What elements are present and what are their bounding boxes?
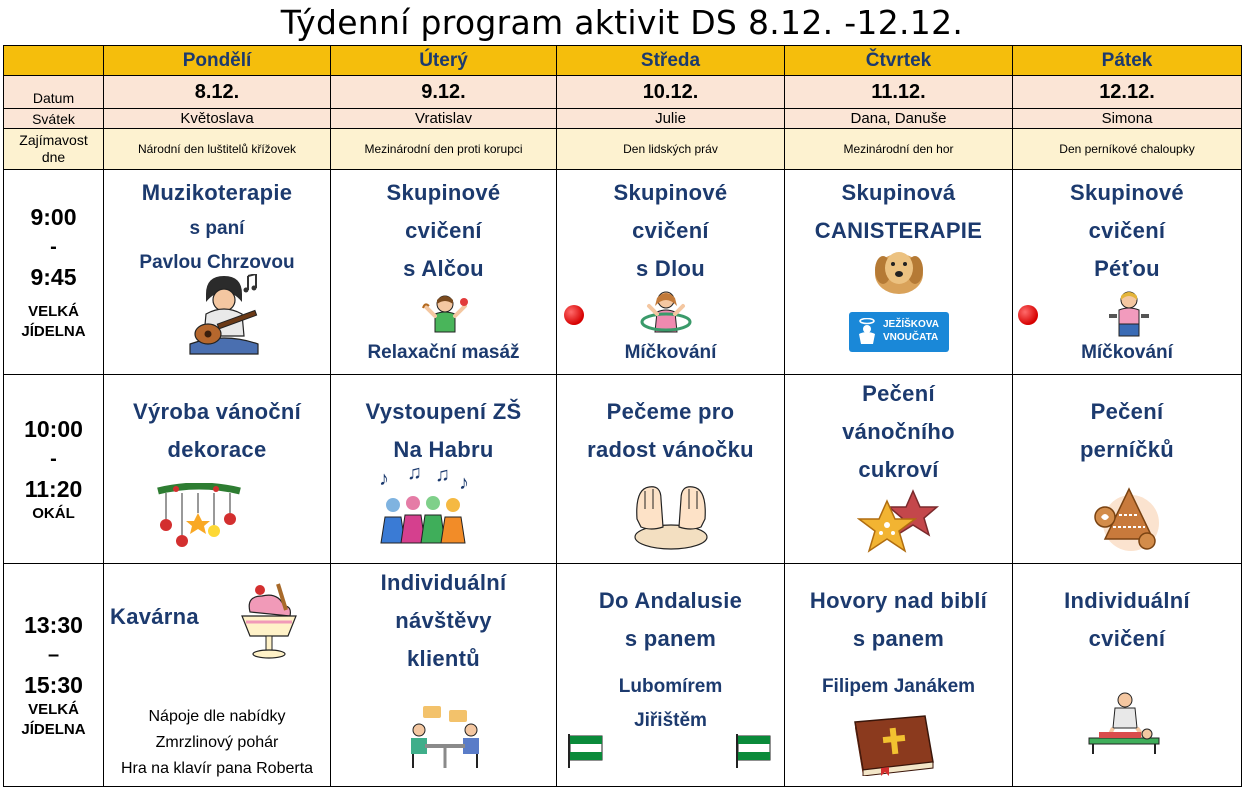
activity-title: Vystoupení ZŠ: [365, 399, 522, 424]
activity-cell: [331, 375, 557, 564]
christmas-decoration-icon: [156, 483, 242, 553]
activity-line: radost vánočku: [587, 437, 754, 462]
nameday-cell: Simona: [1013, 109, 1242, 129]
location: VELKÁ JÍDELNA: [21, 701, 86, 738]
date-cell: 10.12.: [557, 76, 785, 109]
program-table: [3, 45, 1242, 787]
activity-cell: [785, 564, 1013, 787]
activity-cell: [557, 564, 785, 787]
activity-line: s panem: [624, 626, 717, 651]
time-dash: –: [47, 644, 60, 666]
nameday-label: Svátek: [4, 109, 104, 129]
activity-cell: [104, 564, 331, 787]
activity-line: s Alčou: [403, 256, 484, 281]
activity-note: Zmrzlinový pohár: [155, 734, 279, 751]
activity-line: cvičení: [405, 218, 482, 243]
activity-title: Hovory nad biblí: [809, 588, 988, 613]
date-cell: 11.12.: [785, 76, 1013, 109]
activity-title: Skupinové: [1070, 180, 1184, 205]
activity-cell: [104, 375, 331, 564]
fact-cell: Národní den luštitelů křížovek: [104, 129, 331, 170]
date-row: [4, 76, 1242, 109]
red-ball-icon: [1018, 305, 1038, 325]
start-time: 9:00: [30, 204, 77, 230]
svg-text:♪: ♪: [459, 472, 469, 494]
activity-extra: Relaxační masáž: [367, 342, 520, 363]
svg-text:♪: ♪: [379, 468, 389, 490]
activity-person: Lubomírem: [618, 676, 723, 697]
nameday-row: [4, 109, 1242, 129]
activity-title: Skupinová: [841, 180, 956, 205]
start-time: 13:30: [24, 612, 83, 638]
time-cell: [4, 375, 104, 564]
corner-cell: [4, 46, 104, 76]
day-header-row: [4, 46, 1242, 76]
fact-cell: Mezinárodní den proti korupci: [331, 129, 557, 170]
end-time: 11:20: [24, 476, 83, 502]
activity-title: Do Andalusie: [598, 588, 743, 613]
guitar-player-icon: [184, 274, 264, 358]
activity-cell: [785, 375, 1013, 564]
activity-line: cvičení: [632, 218, 709, 243]
activity-line: s paní: [189, 218, 245, 239]
activity-cell: [557, 375, 785, 564]
fact-cell: Den perníkové chaloupky: [1013, 129, 1242, 170]
activity-title: Skupinové: [386, 180, 501, 205]
activity-person: Jiřištěm: [634, 710, 707, 731]
activity-cell: [785, 170, 1013, 375]
time-block-afternoon: [4, 564, 1242, 787]
day-header: Úterý: [331, 46, 557, 76]
ice-cream-cup-icon: [238, 582, 300, 662]
angel-icon: [855, 318, 879, 346]
activity-line: Na Habru: [393, 437, 494, 462]
activity-title: Pečení: [862, 381, 935, 406]
activity-title: Skupinové: [613, 180, 728, 205]
star-cookies-icon: [857, 489, 941, 553]
hula-hoop-girl-icon: [639, 288, 693, 340]
activity-line: návštěvy: [395, 608, 492, 633]
activity-line: cvičení: [1088, 218, 1166, 243]
bible-icon: [851, 712, 937, 776]
day-header: Pátek: [1013, 46, 1242, 76]
nameday-cell: Julie: [557, 109, 785, 129]
time-dash: -: [50, 448, 57, 470]
jeziskova-vnoucata-logo: JEŽÍŠKOVA VNOUČATA: [849, 312, 949, 352]
date-cell: 9.12.: [331, 76, 557, 109]
time-block-late-morning: [4, 375, 1242, 564]
day-header: Čtvrtek: [785, 46, 1013, 76]
start-time: 10:00: [24, 416, 83, 442]
day-header: Středa: [557, 46, 785, 76]
activity-cell: [331, 170, 557, 375]
activity-person: Filipem Janákem: [821, 676, 976, 697]
page-title: Týdenní program aktivit DS 8.12. -12.12.: [280, 3, 964, 42]
activity-cell: [1013, 170, 1242, 375]
activity-line: klientů: [407, 646, 480, 671]
date-label: Datum: [4, 76, 104, 109]
andalusia-flag-icon: [567, 734, 605, 768]
fact-label: Zajímavost dne: [4, 129, 104, 170]
conversation-table-icon: [405, 704, 485, 770]
time-dash: -: [50, 236, 57, 258]
end-time: 9:45: [30, 264, 77, 290]
day-header: Pondělí: [104, 46, 331, 76]
activity-title: Výroba vánoční: [132, 399, 302, 424]
activity-note: Hra na klavír pana Roberta: [120, 760, 314, 777]
activity-title: Kavárna: [110, 604, 199, 629]
activity-extra: Míčkování: [624, 342, 717, 363]
fact-row: [4, 129, 1242, 170]
nameday-cell: Dana, Danuše: [785, 109, 1013, 129]
activity-note: Nápoje dle nabídky: [148, 708, 286, 725]
location: OKÁL: [32, 505, 75, 522]
fact-cell: Mezinárodní den hor: [785, 129, 1013, 170]
activity-line: s Dlou: [635, 256, 706, 281]
exercise-girl-icon: [421, 292, 469, 338]
nameday-cell: Květoslava: [104, 109, 331, 129]
svg-text:♫: ♫: [407, 463, 422, 484]
time-cell: [4, 564, 104, 787]
activity-line: s panem: [852, 626, 945, 651]
date-cell: 12.12.: [1013, 76, 1242, 109]
activity-line: Péťou: [1094, 256, 1160, 281]
activity-title: Muzikoterapie: [141, 180, 293, 205]
singing-choir-icon: [373, 463, 473, 551]
activity-line: dekorace: [167, 437, 267, 462]
time-cell: [4, 170, 104, 375]
date-cell: 8.12.: [104, 76, 331, 109]
end-time: 15:30: [24, 672, 83, 698]
kneading-dough-icon: [631, 479, 711, 551]
nameday-cell: Vratislav: [331, 109, 557, 129]
activity-cell: [557, 170, 785, 375]
svg-text:♫: ♫: [435, 464, 450, 486]
physiotherapy-icon: [1085, 692, 1163, 756]
activity-line: cvičení: [1088, 626, 1166, 651]
activity-line: Pavlou Chrzovou: [139, 252, 295, 273]
activity-title: Pečeme pro: [606, 399, 735, 424]
red-ball-icon: [564, 305, 584, 325]
activity-line: cukroví: [858, 457, 939, 482]
activity-cell: [1013, 375, 1242, 564]
activity-title: Pečení: [1090, 399, 1164, 424]
andalusia-flag-icon: [735, 734, 773, 768]
location: VELKÁ JÍDELNA: [21, 303, 86, 340]
fitness-woman-icon: [1107, 288, 1151, 338]
activity-line: vánočního: [842, 419, 955, 444]
time-block-morning: [4, 170, 1242, 375]
activity-title: Individuální: [1064, 588, 1190, 613]
activity-cell: [1013, 564, 1242, 787]
activity-extra: Míčkování: [1081, 342, 1173, 363]
activity-cell: [331, 564, 557, 787]
activity-line: perníčků: [1079, 437, 1175, 462]
activity-cell: [104, 170, 331, 375]
fact-cell: Den lidských práv: [557, 129, 785, 170]
activity-title: Individuální: [380, 570, 507, 595]
activity-line: CANISTERAPIE: [814, 218, 983, 243]
golden-retriever-icon: [873, 244, 925, 294]
gingerbread-icon: [1091, 483, 1163, 553]
